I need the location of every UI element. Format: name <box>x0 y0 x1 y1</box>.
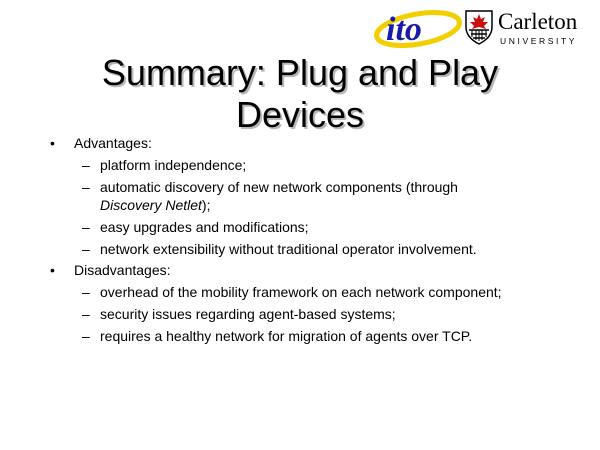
dash-glyph: – <box>82 328 90 344</box>
dash-glyph: – <box>82 219 90 235</box>
list-item <box>82 327 473 345</box>
list-item-text: automatic discovery of new network components (through <box>100 179 458 195</box>
carleton-wordmark <box>498 9 590 49</box>
discovery-netlet-term: Discovery Netlet <box>100 197 202 213</box>
slide-title-line2: Devices <box>235 94 365 135</box>
carleton-university: UNIVERSITY <box>500 36 578 46</box>
list-item <box>82 156 247 174</box>
slide-title <box>60 52 540 136</box>
list-item-continuation <box>100 196 458 214</box>
advantages-heading-text: Advantages: <box>74 135 152 151</box>
dash-glyph: – <box>82 284 90 300</box>
list-item-text: requires a healthy network for migration of agents over TCP. <box>100 328 473 344</box>
disadvantages-heading <box>50 261 171 279</box>
bullet-glyph: • <box>50 135 55 151</box>
ito-logo <box>374 7 462 49</box>
list-item <box>82 218 309 236</box>
list-item <box>82 283 502 301</box>
disadvantages-heading-text: Disadvantages: <box>74 262 171 278</box>
list-item <box>82 305 396 323</box>
advantages-heading <box>50 134 152 152</box>
slide-title-line1: Summary: Plug and Play <box>101 52 499 93</box>
list-item-text: platform independence; <box>100 157 247 173</box>
carleton-name: Carleton <box>498 9 578 34</box>
dash-glyph: – <box>82 306 90 322</box>
dash-glyph: – <box>82 241 90 257</box>
list-item-text: overhead of the mobility framework on each network component; <box>100 284 502 300</box>
list-item <box>82 178 458 214</box>
bullet-glyph: • <box>50 262 55 278</box>
ito-logo-text: ito <box>386 11 422 48</box>
list-item-text: security issues regarding agent-based systems; <box>100 306 396 322</box>
list-item-text: network extensibility without traditional operator involvement. <box>100 241 477 257</box>
carleton-crest-icon <box>463 9 495 45</box>
list-item-text: easy upgrades and modifications; <box>100 219 309 235</box>
dash-glyph: – <box>82 179 90 195</box>
list-item <box>82 240 477 258</box>
list-item-continuation-tail: ); <box>201 197 211 213</box>
dash-glyph: – <box>82 157 90 173</box>
